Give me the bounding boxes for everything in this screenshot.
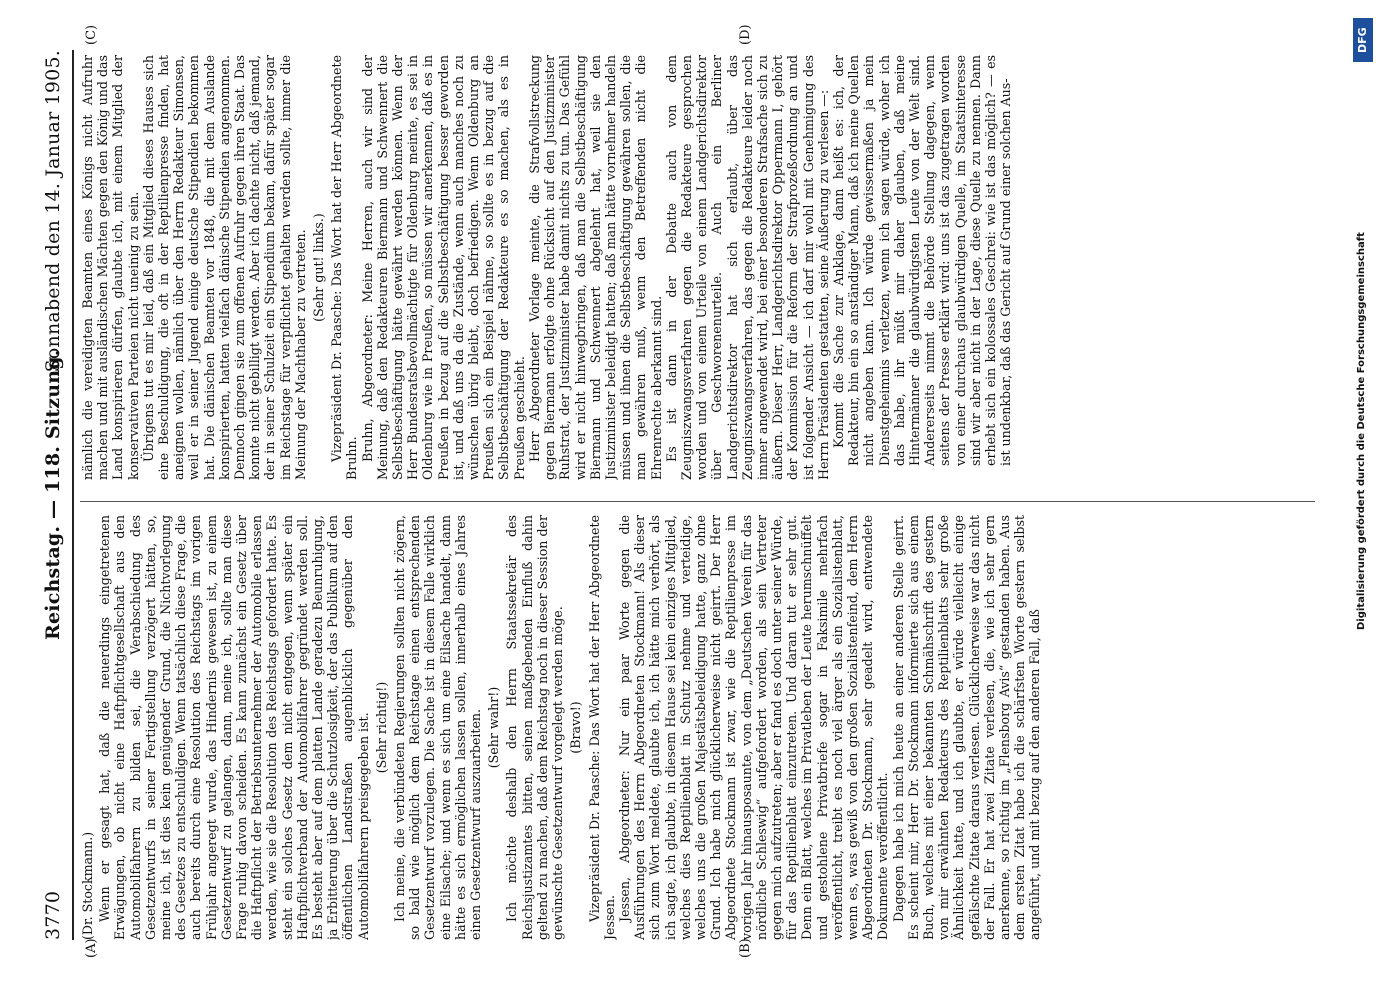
interjection: (Sehr gut! links.)	[311, 213, 327, 322]
speaker-label: (Dr. Stockmann.)	[80, 831, 95, 940]
paragraph: Jessen, Abgeordneter: Nur ein paar Worte gegen die Ausführungen des Herrn Abgeordneten Stockmann! Als dieser sich zum Wort meldete, glaubte ich, ich hätte mich verhört, als ich sagte, ich glaubte, in diesem Hause sei kein einziges Mitglied, welches dies Reptilienblatt in Schutz nehme und verteidige, welches uns die großen Majestätsbeleidigung hatte, ganz ohne Grund. Ich habe mich glücklicherweise nicht geirrt. Der Herr Abgeordnete Stockmann ist zwar, wie die Reptilienpresse im vorigen Jahr hinausposaunte, von dem „Deutschen Verein für das nördliche Schleswig“ aufgefordert worden, als sein Vertreter gegen mich aufzutreten; aber er fand es doch unter seiner Würde, für das Reptilienblatt einzutreten. Und daran tut er sehr gut. Denn ein Blatt, welches im Privatleben der Leute herumschnüffelt und gestohlene Privatbriefe sogar in Faksimile mehrfach veröffentlicht, treibt es noch viel ärger als ein Sozialistenblatt, wenn es, was gewiß von den großen Sozialistenfeind, dem Herrn Abgeordneten Dr. Stockmann, sehr geadelt wird, entwendete Dokumente veröffentlicht.	[616, 515, 891, 940]
interjection: (Sehr richtig!)	[373, 681, 389, 774]
paragraph: Ich meine, die verbündeten Regierungen sollten nicht zögern, so bald wie möglich dem Reichstage einen entsprechenden Gesetzentwurf vorzulegen. Die Sache ist in diesem Falle wirklich eine Eilsache; und wenn es sich um eine Eilsache handelt, dann hätte es sich ermöglichen lassen sollen, innerhalb eines Jahres einen Gesetzentwurf auszuarbeiten.	[392, 515, 484, 940]
quotation: Kommt die Sache zur Anklage, dann heißt es: ich, der Redakteur, bin ein so anständiger Mann, daß ich meine Quellen nicht angeben kann. Ich würde gewissermaßen ja mein Dienstgeheimnis verletzen, wenn ich sagen würde, woher ich das habe, ihr müßt mir daher glauben, daß meine Hintermänner die glaubwürdigsten Leute von der Welt sind. Andererseits nimmt die Behörde Stellung dagegen, wenn seitens der Presse erklärt wird: uns ist das zugetragen worden von einer durchaus glaubwürdigen Quelle, im Staatsinteresse sind wir aber nicht in der Lage, diese Quelle zu nennen. Dann erhebt sich ein kolossales Geschrei: wie ist das möglich? — es ist undenkbar, daß das Gericht auf Grund einer solchen Aus-	[830, 55, 1014, 466]
paragraph: Ich möchte deshalb den Herrn Staatssekretär des Reichsjustizamtes bitten, seinen maßgebenden Einfluß dahin geltend zu machen, daß dem Reichstag noch in dieser Session der gewünschte Gesetzentwurf vorgelegt werden möge.	[504, 515, 566, 940]
session-date: Sonnabend den 14. Januar 1905.	[42, 50, 64, 373]
dfg-sidebar	[1352, 10, 1378, 1000]
interjection: (Sehr wahr!)	[486, 686, 502, 769]
column-divider	[80, 501, 1315, 502]
interjection: (Bravo!)	[568, 701, 584, 754]
dfg-logo: DFG	[1353, 18, 1373, 62]
margin-marker-d: (D)	[738, 24, 753, 45]
page-header	[40, 50, 66, 940]
speaker-announcement: Vizepräsident Dr. Paasche: Das Wort hat der Herr Abgeordnete Jessen.	[586, 515, 617, 940]
margin-marker-a: (A)	[84, 938, 99, 958]
digitization-credit: Digitalisierung gefördert durch die Deutsche Forschungsgemeinschaft	[1356, 232, 1367, 630]
paragraph: Wenn er gesagt hat, daß die neuerdings eingetretenen Erwägungen, ob nicht eine Haftpflichtgesellschaft aus den Automobilfahrern zu bilden sei, die Verabschiedung des Gesetzentwurfs in seiner Fertigstellung verzögert hätten, so, meine ich, ist dies kein genügender Grund, die Nichtvorlegung des Gesetzes zu entschuldigen. Wenn tatsächlich diese Frage, die auch bereits durch eine Resolution des Reichstags im vorigen Frühjahr angeregt wurde, das Hindernis gewesen ist, zu einem Gesetzentwurf zu gelangen, dann, meine ich, sollte man diese Frage ruhig davon scheiden. Es kann zunächst ein Gesetz über die Haftpflicht der Betriebsunternehmer der Automobile erlassen werden, wie sie die Resolution des Reichstags gefordert hatte. Es steht ein solches Gesetz dem nicht entgegen, wenn später ein Haftpflichtverband der Automobilfahrer gegründet werden soll. Es besteht aber auf dem platten Lande geradezu Beunruhigung, ja Erbitterung über die Schutzlosigkeit, der das Publikum auf den öffentlichen Landstraßen augenblicklich gegenüber den Automobilfahrern preisgegeben ist.	[97, 515, 371, 940]
left-column	[80, 515, 1320, 940]
paragraph: Bruhn, Abgeordneter: Meine Herren, auch wir sind der Meinung, daß den Redakteuren Biermann und Schwennert die Selbstbeschäftigung hätte gewährt werden können. Wenn der Herr Bundesratsbevollmächtigte für Oldenburg meinte, es sei in Oldenburg wie in Preußen, so müssen wir anerkennen, daß es in Preußen in bezug auf die Selbstbeschäftigung besser geworden ist, und daß uns da die Zustände, wenn auch manches noch zu wünschen übrig bleibt, doch befriedigen. Wenn Oldenburg an Preußen sich ein Beispiel nähme, so sollte es in bezug auf die Selbstbeschäftigung der Redakteure es so machen, als es in Preußen geschieht.	[359, 55, 527, 480]
session-title: Reichstag. — 118. Sitzung.	[42, 349, 64, 640]
page-number: 3770	[42, 890, 64, 940]
speaker-announcement: Vizepräsident Dr. Paasche: Das Wort hat der Herr Abgeordnete Bruhn.	[329, 55, 360, 480]
header-rule	[72, 50, 74, 940]
paragraph: Herr Abgeordneter Vorlage meinte, die Strafvollstreckung gegen Biermann erfolgte ohne Rücksicht auf den Justizminister Ruhstrat, der Justizminister habe damit nichts zu tun. Das Gefühl wird er nicht hinwegbringen, daß man die Selbstbeschäftigung Biermann und Schwennert abgelehnt hat, weil sie den Justizminister beleidigt hatten; daß man hätte vornehmer handeln müssen und ihnen die Selbstbeschäftigung gewähren sollen, die man gewähren muß, wenn den Betreffenden nicht die Ehrenrechte aberkannt sind.	[526, 55, 664, 480]
margin-marker-b: (B)	[738, 938, 753, 958]
paragraph: Dagegen habe ich mich heute an einer anderen Stelle geirrt. Es scheint mir, Herr Dr. Stockmann informierte sich aus einem Buch, welches mit einer bekannten Schmähschrift des gestern von mir erwähnten Redakteurs des Reptilienblatts sehr große Ähnlichkeit hatte, und ich glaubte, er würde vielleicht einige gefälschte Zitate daraus verlesen. Glücklicherweise war das nicht der Fall. Er hat zwei Zitate verlesen, die, wie ich sehr gern anerkenne, so richtig im „Flensborg Avis“ gestanden haben. Aus dem ersten Zitat habe ich die schärfsten Worte gestern selbst angeführt, und mit bezug auf den anderen Fall, daß	[890, 515, 1043, 940]
paragraph: nämlich die vereidigten Beamten eines Königs nicht Aufruhr machen und mit ausländischen Mächten gegen den König und das Land konspirieren dürfen, glaubte ich, mit einem Mitglied der konservativen Parteien nicht uneinig zu sein.	[80, 55, 141, 480]
paragraph: Übrigens tut es mir leid, daß ein Mitglied dieses Hauses sich eine Beschuldigung, die oft in der Reptilienpresse finden, hat aneignen wollen, nämlich über den Herrn Redakteur Simonsen, weil er in seiner Jugend einige deutsche Stipendien bekommen hat. Die dänischen Beamten vor 1848, die mit dem Auslande konspirierten, hatten vielfach dänische Stipendien angenommen. Dennoch gingen sie zum offenen Aufruhr gegen ihren Staat. Das konnte nicht gebilligt werden. Aber ich dachte nicht, daß jemand, der in seiner Schulzeit ein Stipendium bekam, dafür später sogar im Reichstage für verpflichtet gehalten werden sollte, immer die Meinung der Machthaber zu vertreten.	[140, 55, 308, 480]
margin-marker-c: (C)	[84, 24, 99, 45]
paragraph: Es ist dann in der Debatte auch von dem Zeugniszwangsverfahren gegen die Redakteure gesprochen worden und von einem Urteile von einem Landgerichtsdirektor über Geschworenenurteile. Auch ein Berliner Landgerichtsdirektor hat sich erlaubt, über das Zeugniszwangsverfahren, das gegen die Redakteure leider noch immer angewendet wird, bei einer besonderen Strafsache sich zu äußern. Dieser Herr, Landgerichtsdirektor Oppermann I, gehört der Kommission für die Reform der Strafprozeßordnung an und ist folgender Ansicht — ich darf mir wohl mit Genehmigung des Herrn Präsidenten gestatten, seine Äußerung zu verlesen —:	[663, 55, 831, 480]
right-column	[80, 55, 1320, 480]
